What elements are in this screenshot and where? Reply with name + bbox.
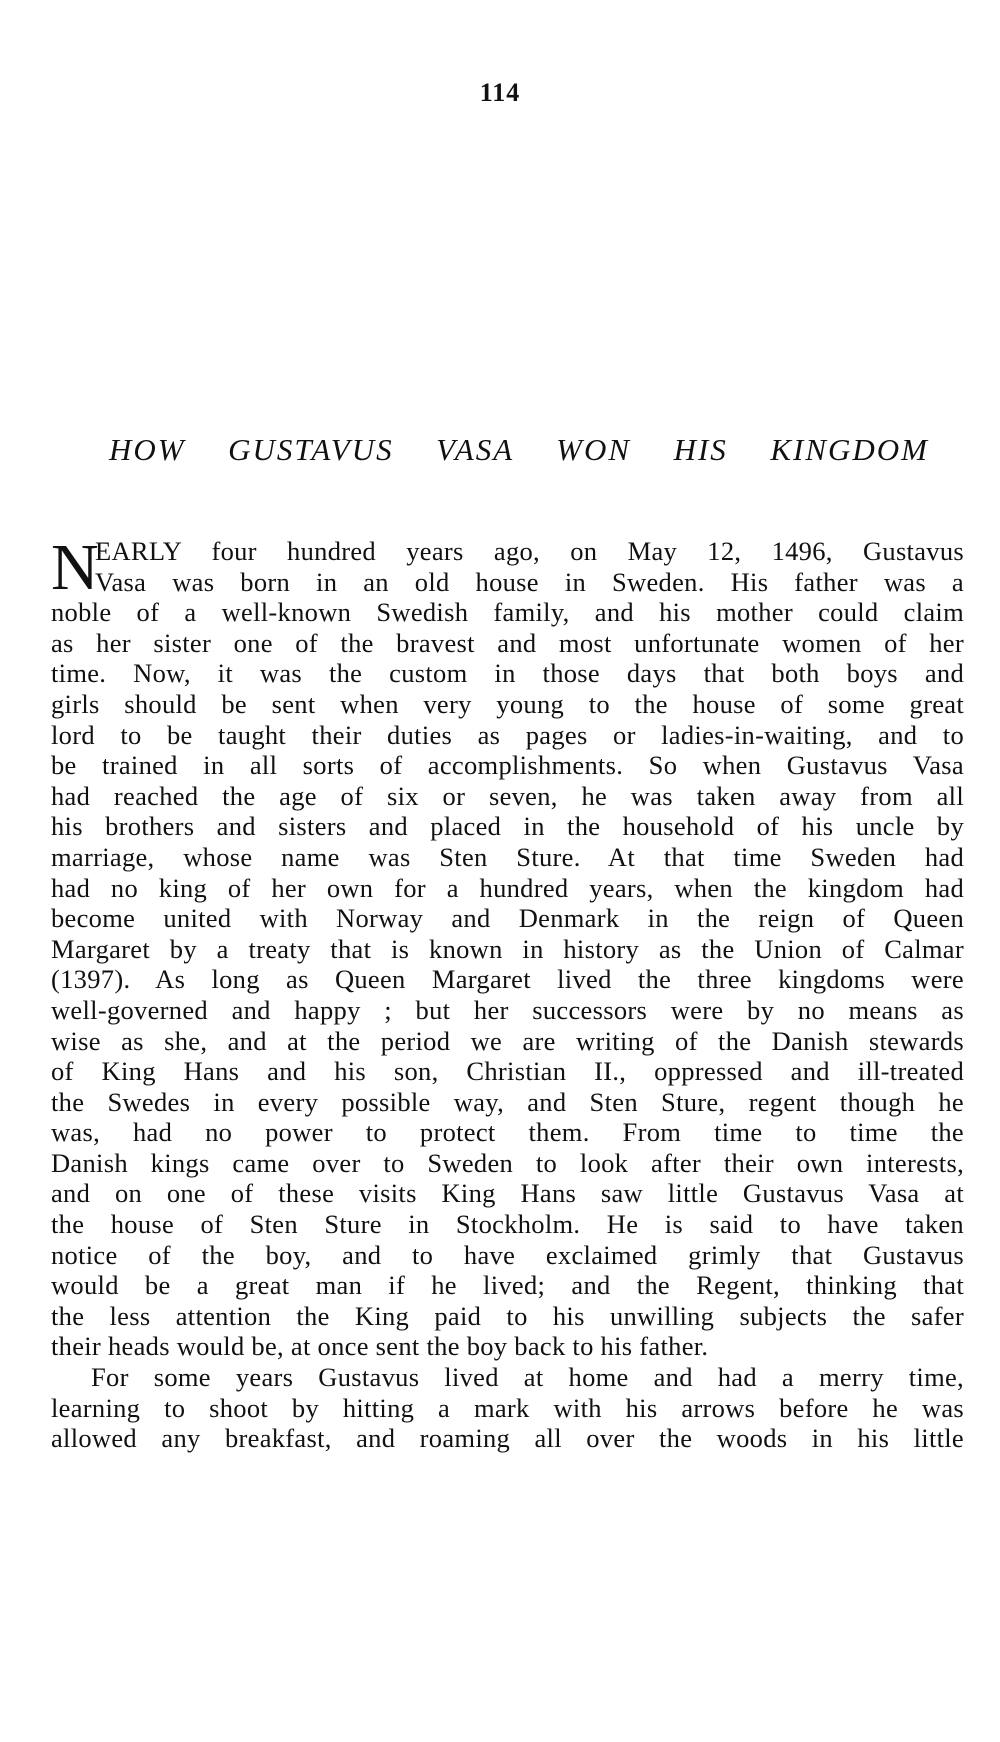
text-line: lord to be taught their duties as pages or ladies-in-waiting, and to: [51, 719, 964, 750]
text-line: had no king of her own for a hundred years, when the kingdom had: [51, 872, 964, 903]
text-line: marriage, whose name was Sten Sture. At that time Sweden had: [51, 841, 964, 872]
paragraph-1-lines: [51, 531, 964, 1362]
text-line: the house of Sten Sture in Stockholm. He is said to have taken: [51, 1209, 964, 1240]
chapter-title: HOW GUSTAVUS VASA WON HIS KINGDOM: [109, 432, 929, 467]
text-line: of King Hans and his son, Christian II., oppressed and ill-treated: [51, 1056, 964, 1087]
paragraph-2: [51, 1362, 964, 1454]
page-number: 114: [479, 78, 521, 107]
text-line: girls should be sent when very young to the house of some great: [51, 688, 964, 719]
text-line: Margaret by a treaty that is known in history as the Union of Calmar: [51, 933, 964, 964]
text-line: For some years Gustavus lived at home and had a merry time,: [91, 1362, 964, 1393]
text-line: wise as she, and at the period we are writing of the Danish stewards: [51, 1025, 964, 1056]
text-line: time. Now, it was the custom in those days that both boys and: [51, 658, 964, 689]
paragraph-1: [51, 531, 964, 1362]
text-line: Danish kings came over to Sweden to look after their own interests,: [51, 1147, 964, 1178]
text-line: become united with Norway and Denmark in the reign of Queen: [51, 903, 964, 934]
text-line: EARLY four hundred years ago, on May 12, 1496, Gustavus: [95, 536, 964, 566]
text-line: noble of a well-known Swedish family, and his mother could claim: [51, 597, 964, 628]
text-line: be trained in all sorts of accomplishments. So when Gustavus Vasa: [51, 750, 964, 781]
drop-cap: N: [51, 531, 99, 604]
text-line: and on one of these visits King Hans saw little Gustavus Vasa at: [51, 1178, 964, 1209]
text-line: learning to shoot by hitting a mark with his arrows before he was: [51, 1392, 964, 1423]
text-line: well-governed and happy ; but her successors were by no means as: [51, 994, 964, 1025]
text-line: allowed any breakfast, and roaming all over the woods in his little: [51, 1423, 964, 1454]
text-line: Vasa was born in an old house in Sweden. His father was a: [95, 566, 964, 597]
text-line: the Swedes in every possible way, and Sten Sture, regent though he: [51, 1086, 964, 1117]
text-line: was, had no power to protect them. From time to time the: [51, 1117, 964, 1148]
text-line: (1397). As long as Queen Margaret lived the three kingdoms were: [51, 964, 964, 995]
text-line: would be a great man if he lived; and the Regent, thinking that: [51, 1270, 964, 1301]
text-line: notice of the boy, and to have exclaimed grimly that Gustavus: [51, 1239, 964, 1270]
text-line: their heads would be, at once sent the boy back to his father.: [51, 1331, 709, 1362]
text-line: as her sister one of the bravest and most unfortunate women of her: [51, 627, 964, 658]
text-line: his brothers and sisters and placed in the household of his uncle by: [51, 811, 964, 842]
text-line: had reached the age of six or seven, he was taken away from all: [51, 780, 964, 811]
text-line: the less attention the King paid to his unwilling subjects the safer: [51, 1300, 964, 1331]
body-text: [51, 531, 964, 1454]
